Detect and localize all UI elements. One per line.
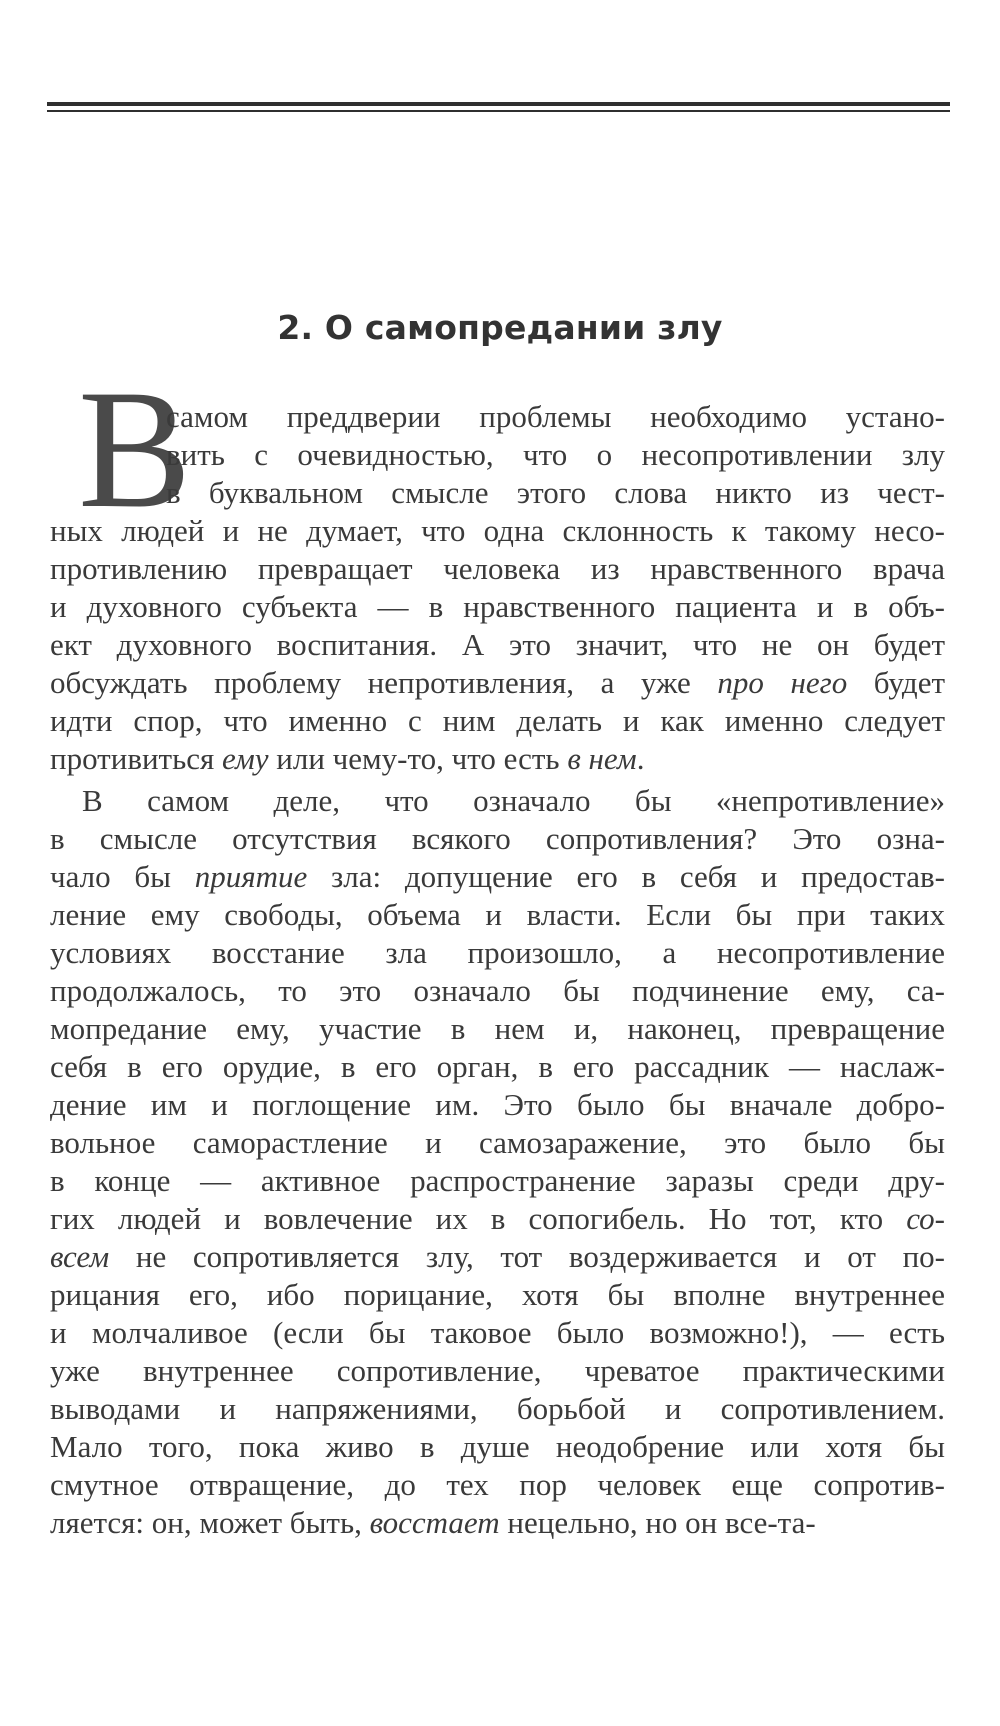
drop-cap: В	[78, 355, 192, 543]
text-line: и духовного субъекта — в нравственного пациента и в объ-	[50, 589, 945, 624]
text-line: противлению превращает человека из нравственного врача	[50, 551, 945, 586]
text-line: в конце — активное распространение заразы среди дру-	[50, 1163, 945, 1198]
text-line: себя в его орудие, в его орган, в его рассадник — наслаж-	[50, 1049, 945, 1084]
text-line: всем не сопротивляется злу, тот воздерживается и от по-	[50, 1239, 945, 1274]
header-rule-thick	[47, 102, 950, 106]
italic-phrase: в нем	[567, 741, 637, 776]
section-title: 2. О самопредании злу	[277, 308, 723, 347]
text-line: выводами и напряжениями, борьбой и сопротивлением.	[50, 1391, 945, 1426]
text-line: самом преддверии проблемы необходимо устано-	[166, 399, 945, 434]
text-line: в смысле отсутствия всякого сопротивления? Это озна-	[50, 821, 945, 856]
text-line: ных людей и не думает, что одна склонность к такому несо-	[50, 513, 945, 548]
text-line: продолжалось, то это означало бы подчинение ему, са-	[50, 973, 945, 1008]
text-line: вить с очевидностью, что о несопротивлении злу	[166, 437, 945, 472]
italic-phrase: со-	[906, 1201, 945, 1236]
text-line: идти спор, что именно с ним делать и как именно следует	[50, 703, 945, 738]
italic-phrase: восстает	[369, 1505, 500, 1540]
text-line: ект духовного воспитания. А это значит, что не он будет	[50, 627, 945, 662]
text-line: мопредание ему, участие в нем и, наконец, превращение	[50, 1011, 945, 1046]
text-line: условиях восстание зла произошло, а несопротивление	[50, 935, 945, 970]
text-line: обсуждать проблему непротивления, а уже про него будет	[50, 665, 946, 700]
text-line: в буквальном смысле этого слова никто из чест-	[166, 475, 945, 510]
text-line: смутное отвращение, до тех пор человек еще сопротив-	[50, 1467, 945, 1502]
text-line: уже внутреннее сопротивление, чреватое практическими	[50, 1353, 945, 1388]
text-line: дение им и поглощение им. Это было бы вначале добро-	[50, 1087, 945, 1122]
text-line: вольное саморастление и самозаражение, это было бы	[50, 1125, 945, 1160]
text-line: рицания его, ибо порицание, хотя бы вполне внутреннее	[50, 1277, 945, 1312]
italic-phrase: всем	[50, 1239, 110, 1274]
text-line: противиться ему или чему-то, что есть в нем.	[50, 741, 645, 776]
text-line: В самом деле, что означало бы «непротивление»	[82, 783, 945, 818]
text-line: Мало того, пока живо в душе неодобрение или хотя бы	[50, 1429, 945, 1464]
italic-phrase: приятие	[194, 859, 308, 894]
italic-phrase: ему	[222, 741, 269, 776]
italic-phrase: про него	[717, 665, 848, 700]
header-rule-thin	[47, 110, 950, 112]
text-line: ляется: он, может быть, восстает нецельно, но он все-та-	[50, 1505, 816, 1540]
text-line: ление ему свободы, объема и власти. Если бы при таких	[50, 897, 945, 932]
text-line: чало бы приятие зла: допущение его в себя и предостав-	[50, 859, 945, 894]
text-line: и молчаливое (если бы таковое было возможно!), — есть	[50, 1315, 945, 1350]
text-line: гих людей и вовлечение их в сопогибель. Но тот, кто со-	[50, 1201, 945, 1236]
